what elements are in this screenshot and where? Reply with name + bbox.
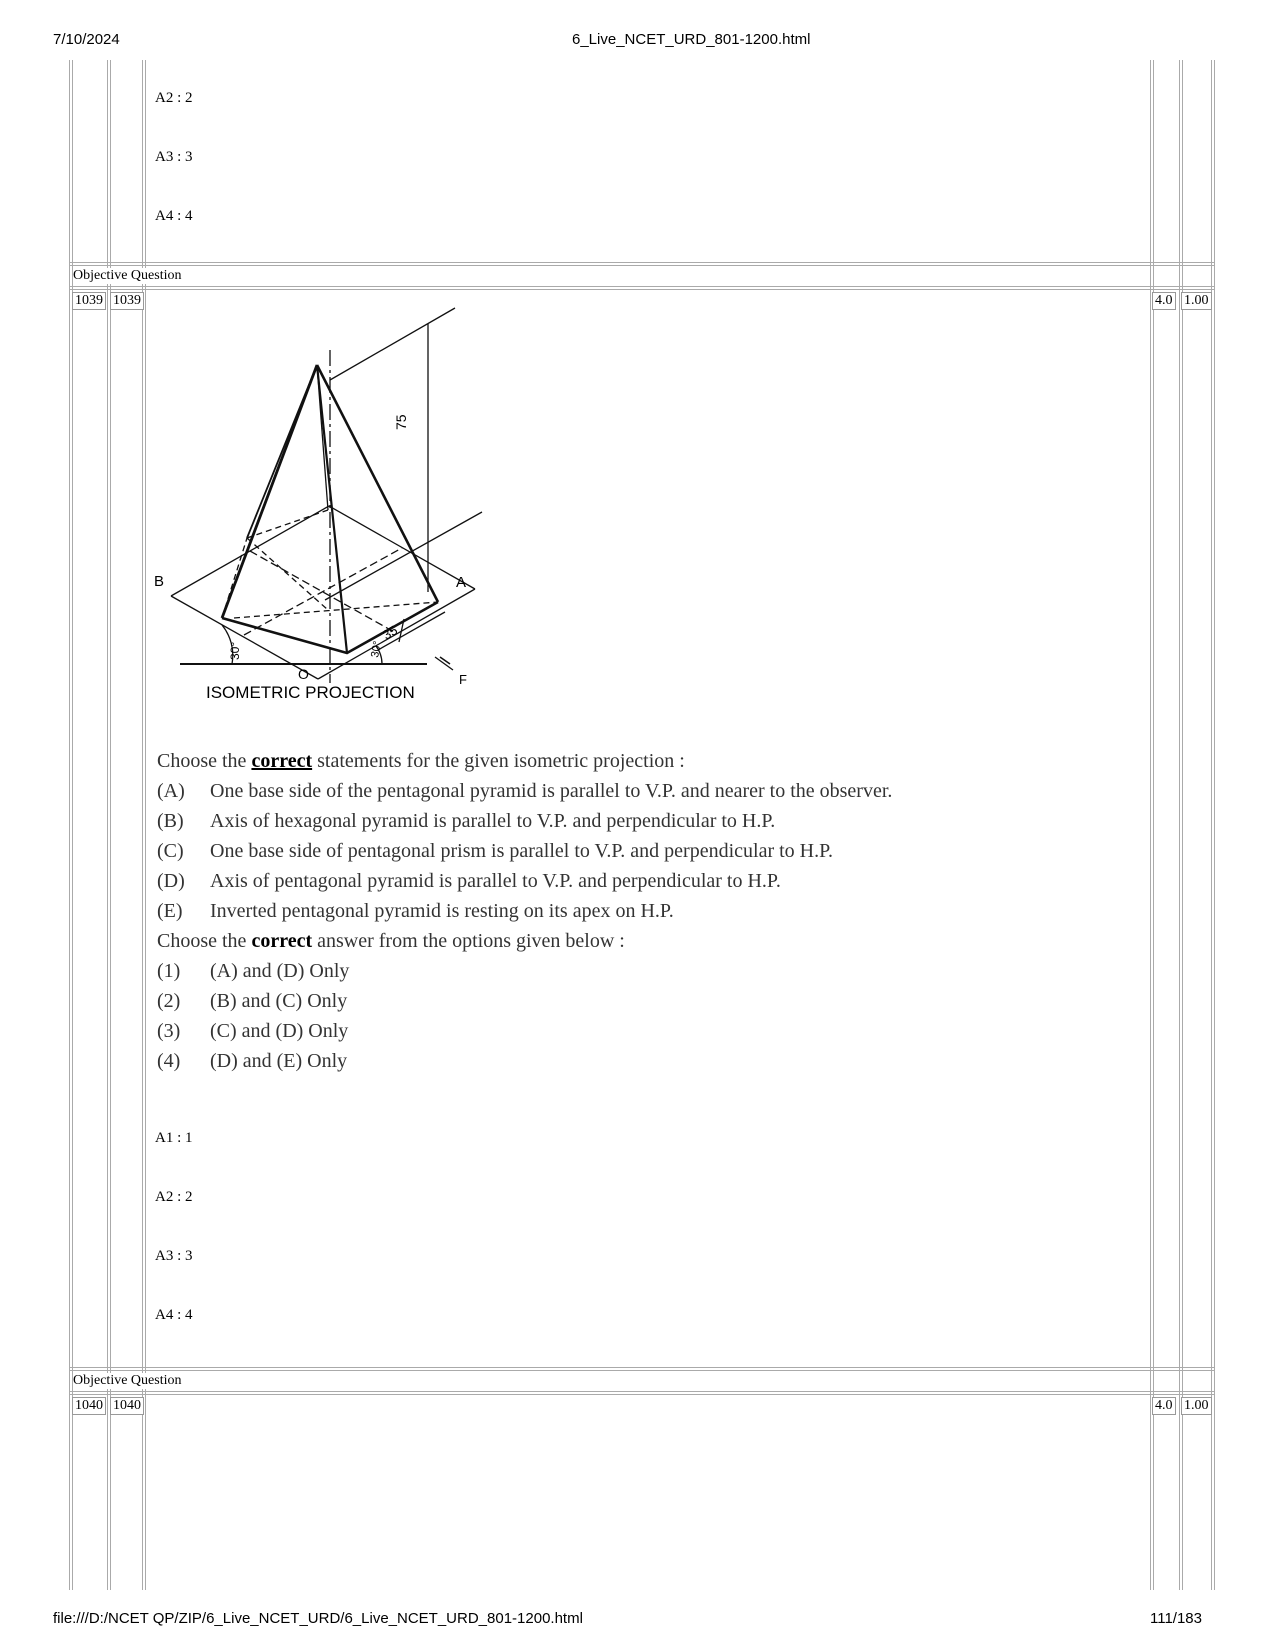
page-number: 111/183	[1150, 1610, 1202, 1627]
negative-marks: 1.00	[1181, 292, 1212, 310]
prev-answer-3: A3 : 3	[155, 149, 193, 165]
angle-30-left: 30°	[228, 641, 242, 660]
section-label: Objective Question	[73, 268, 182, 283]
option-3: (3) (C) and (D) Only	[157, 1020, 349, 1042]
dimension-75: 75	[393, 414, 409, 430]
section-label-next: Objective Question	[73, 1373, 182, 1388]
option-1: (1) (A) and (D) Only	[157, 960, 350, 982]
prev-answer-4: A4 : 4	[155, 208, 193, 224]
marks-next: 4.0	[1152, 1397, 1176, 1415]
prev-answer-2: A2 : 2	[155, 90, 193, 106]
question-stem: Choose the correct statements for the given isometric projection :	[157, 750, 685, 772]
statement-c: (C) One base side of pentagonal prism is parallel to V.P. and perpendicular to H.P.	[157, 840, 834, 862]
answer-2: A2 : 2	[155, 1189, 193, 1205]
dimension-35: 35	[380, 622, 401, 643]
serial-number-next: 1040	[72, 1397, 106, 1415]
isometric-pyramid-figure	[150, 300, 510, 740]
label-f: F	[459, 672, 467, 687]
serial-number: 1039	[72, 292, 106, 310]
label-o: O	[298, 666, 309, 682]
figure-caption: ISOMETRIC PROJECTION	[206, 683, 415, 702]
statement-b: (B) Axis of hexagonal pyramid is parallel to V.P. and perpendicular to H.P.	[157, 810, 776, 832]
print-title: 6_Live_NCET_URD_801-1200.html	[572, 31, 811, 48]
label-b: B	[154, 573, 165, 590]
marks: 4.0	[1152, 292, 1176, 310]
answer-1: A1 : 1	[155, 1130, 193, 1146]
answer-3: A3 : 3	[155, 1248, 193, 1264]
choose-instruction: Choose the correct answer from the options given below :	[157, 930, 625, 952]
question-id: 1039	[110, 292, 144, 310]
print-date: 7/10/2024	[53, 31, 120, 48]
angle-30-right: 30°	[369, 640, 384, 659]
answer-4: A4 : 4	[155, 1307, 193, 1323]
label-a: A	[456, 574, 467, 591]
statement-a: (A) One base side of the pentagonal pyramid is parallel to V.P. and nearer to the observer.	[157, 780, 893, 802]
file-path: file:///D:/NCET QP/ZIP/6_Live_NCET_URD/6_Live_NCET_URD_801-1200.html	[53, 1610, 583, 1627]
option-2: (2) (B) and (C) Only	[157, 990, 348, 1012]
statement-e: (E) Inverted pentagonal pyramid is resting on its apex on H.P.	[157, 900, 674, 922]
statement-d: (D) Axis of pentagonal pyramid is parallel to V.P. and perpendicular to H.P.	[157, 870, 781, 892]
option-4: (4) (D) and (E) Only	[157, 1050, 348, 1072]
question-id-next: 1040	[110, 1397, 144, 1415]
negative-marks-next: 1.00	[1181, 1397, 1212, 1415]
